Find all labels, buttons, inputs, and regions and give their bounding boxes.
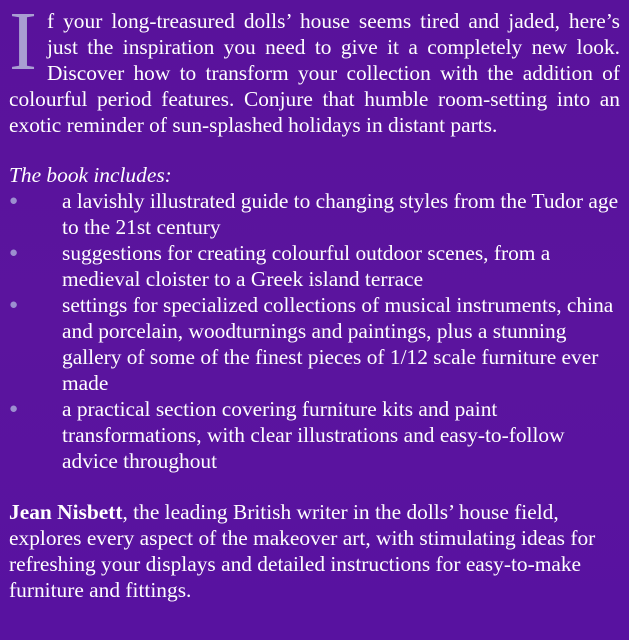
list-item [9,292,620,396]
bullet-icon: ● [9,401,19,417]
intro-paragraph [9,0,620,138]
bullet-icon: ● [9,193,19,209]
includes-list [9,188,620,474]
author-name: Jean Nisbett [9,500,123,524]
list-item-text: settings for specialized collections of musical instruments, china and porcelain, woodturnings and paintings, plus a stunning gallery of some of the finest pieces of 1/12 scale furniture ever made [62,293,614,395]
author-paragraph [9,499,620,603]
drop-cap: I [9,0,37,88]
list-item [9,188,620,240]
list-item [9,240,620,292]
list-item-text: suggestions for creating colourful outdoor scenes, from a medieval cloister to a Greek island terrace [62,241,551,291]
bullet-icon: ● [9,297,19,313]
author-text: , the leading British writer in the dolls’ house field, explores every aspect of the makeover art, with stimulating ideas for refreshing your displays and detailed instructions for easy-to-make furniture and fittings. [9,500,596,602]
bullet-icon: ● [9,245,19,261]
list-item [9,396,620,474]
list-item-text: a practical section covering furniture kits and paint transformations, with clear illustrations and easy-to-follow advice throughout [62,397,565,473]
intro-text: f your long-treasured dolls’ house seems tired and jaded, here’s just the inspiration you need to give it a completely new look. Discover how to transform your collection with the addition of colourful period features. Conjure that humble room-setting into an exotic reminder of sun-splashed holidays in distant parts. [9,9,620,137]
list-item-text: a lavishly illustrated guide to changing styles from the Tudor age to the 21st century [62,189,619,239]
includes-heading: The book includes: [9,163,172,187]
